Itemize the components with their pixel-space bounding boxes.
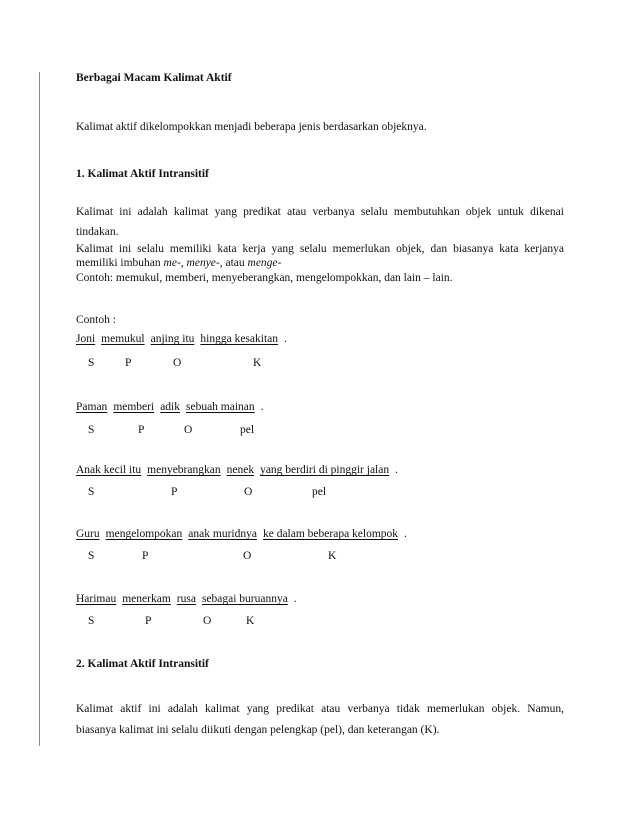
affix-menge: menge- xyxy=(247,257,282,269)
document-title: Berbagai Macam Kalimat Aktif xyxy=(76,72,232,84)
example-part: Anak kecil itu xyxy=(76,464,142,476)
example-part: Harimau xyxy=(76,593,117,605)
example-part: sebagai buruannya xyxy=(201,593,288,605)
para2-mid: atau xyxy=(225,257,245,269)
role-label: O xyxy=(244,486,253,498)
example-part: Paman xyxy=(76,401,108,413)
example-part: menerkam xyxy=(122,593,171,605)
section2-heading: 2. Kalimat Aktif Intransitif xyxy=(76,658,209,670)
role-label: P xyxy=(138,424,145,436)
example-part: rusa xyxy=(176,593,196,605)
role-label: O xyxy=(173,357,182,369)
section1-para1-line2: tindakan. xyxy=(76,226,119,238)
example-part-wrap xyxy=(202,593,297,605)
example-part: menyebrangkan xyxy=(147,464,221,476)
para2-prefix: memiliki imbuhan xyxy=(76,257,161,269)
section1-para1-line1: Kalimat ini adalah kalimat yang predikat atau verbanya selalu membutuhkan objek untuk dikenai xyxy=(76,206,564,218)
example-part: memukul xyxy=(101,333,145,345)
example-part-wrap xyxy=(263,528,407,540)
example-part: yang berdiri di pinggir jalan xyxy=(260,464,390,476)
example-part: adik xyxy=(160,401,180,413)
example-sentence-3 xyxy=(76,463,398,477)
role-label: O xyxy=(203,615,212,627)
example-part: mengelompokan xyxy=(105,528,183,540)
affix-menye: menye-, xyxy=(186,257,223,269)
example-part: memberi xyxy=(113,401,155,413)
sentence-end: . xyxy=(293,593,297,605)
affix-me: me-, xyxy=(163,257,184,269)
section1-para2-line2 xyxy=(76,256,281,270)
role-label: P xyxy=(142,550,149,562)
example-part: Joni xyxy=(76,333,96,345)
example-part-wrap xyxy=(200,333,286,345)
section1-heading: 1. Kalimat Aktif Intransitif xyxy=(76,168,209,180)
example-sentence-4 xyxy=(76,527,407,541)
role-label: P xyxy=(125,357,132,369)
example-part-wrap xyxy=(260,464,398,476)
section1-para3: Contoh: memukul, memberi, menyeberangkan, mengelompokkan, dan lain – lain. xyxy=(76,272,453,284)
role-label: S xyxy=(88,550,95,562)
example-part: ke dalam beberapa kelompok xyxy=(262,528,399,540)
role-label: P xyxy=(171,486,178,498)
sentence-end: . xyxy=(284,333,287,345)
example-sentence-2 xyxy=(76,400,264,414)
intro-paragraph: Kalimat aktif dikelompokkan menjadi beberapa jenis berdasarkan objeknya. xyxy=(76,121,427,133)
section2-para-line1: Kalimat aktif ini adalah kalimat yang predikat atau verbanya tidak memerlukan objek. Namun, xyxy=(76,703,564,715)
example-part: hingga kesakitan xyxy=(200,333,278,345)
role-label: P xyxy=(145,615,152,627)
role-label: O xyxy=(243,550,252,562)
example-part: Guru xyxy=(76,528,100,540)
margin-line xyxy=(39,72,40,746)
role-label: K xyxy=(328,550,337,562)
sentence-end: . xyxy=(395,464,398,476)
section2-para-line2: biasanya kalimat ini selalu diikuti dengan pelengkap (pel), dan keterangan (K). xyxy=(76,724,440,736)
role-label: K xyxy=(253,357,262,369)
example-part-wrap xyxy=(186,401,264,413)
role-label: S xyxy=(88,615,95,627)
examples-label: Contoh : xyxy=(76,314,116,326)
example-part: anak muridnya xyxy=(188,528,257,540)
role-label: S xyxy=(88,424,95,436)
role-label: S xyxy=(88,486,95,498)
role-label: K xyxy=(246,615,255,627)
role-label: pel xyxy=(240,424,255,436)
sentence-end: . xyxy=(260,401,264,413)
example-part: anjing itu xyxy=(150,333,195,345)
role-label: O xyxy=(184,424,193,436)
role-label: S xyxy=(88,357,95,369)
example-part: sebuah mainan xyxy=(186,401,255,413)
section1-para2-line1: Kalimat ini selalu memiliki kata kerja yang selalu memerlukan objek, dan biasanya kata kerjanya xyxy=(76,243,564,255)
example-part: nenek xyxy=(226,464,255,476)
sentence-end: . xyxy=(404,528,407,540)
example-sentence-5 xyxy=(76,592,297,606)
example-sentence-1 xyxy=(76,332,287,346)
role-label: pel xyxy=(312,486,327,498)
